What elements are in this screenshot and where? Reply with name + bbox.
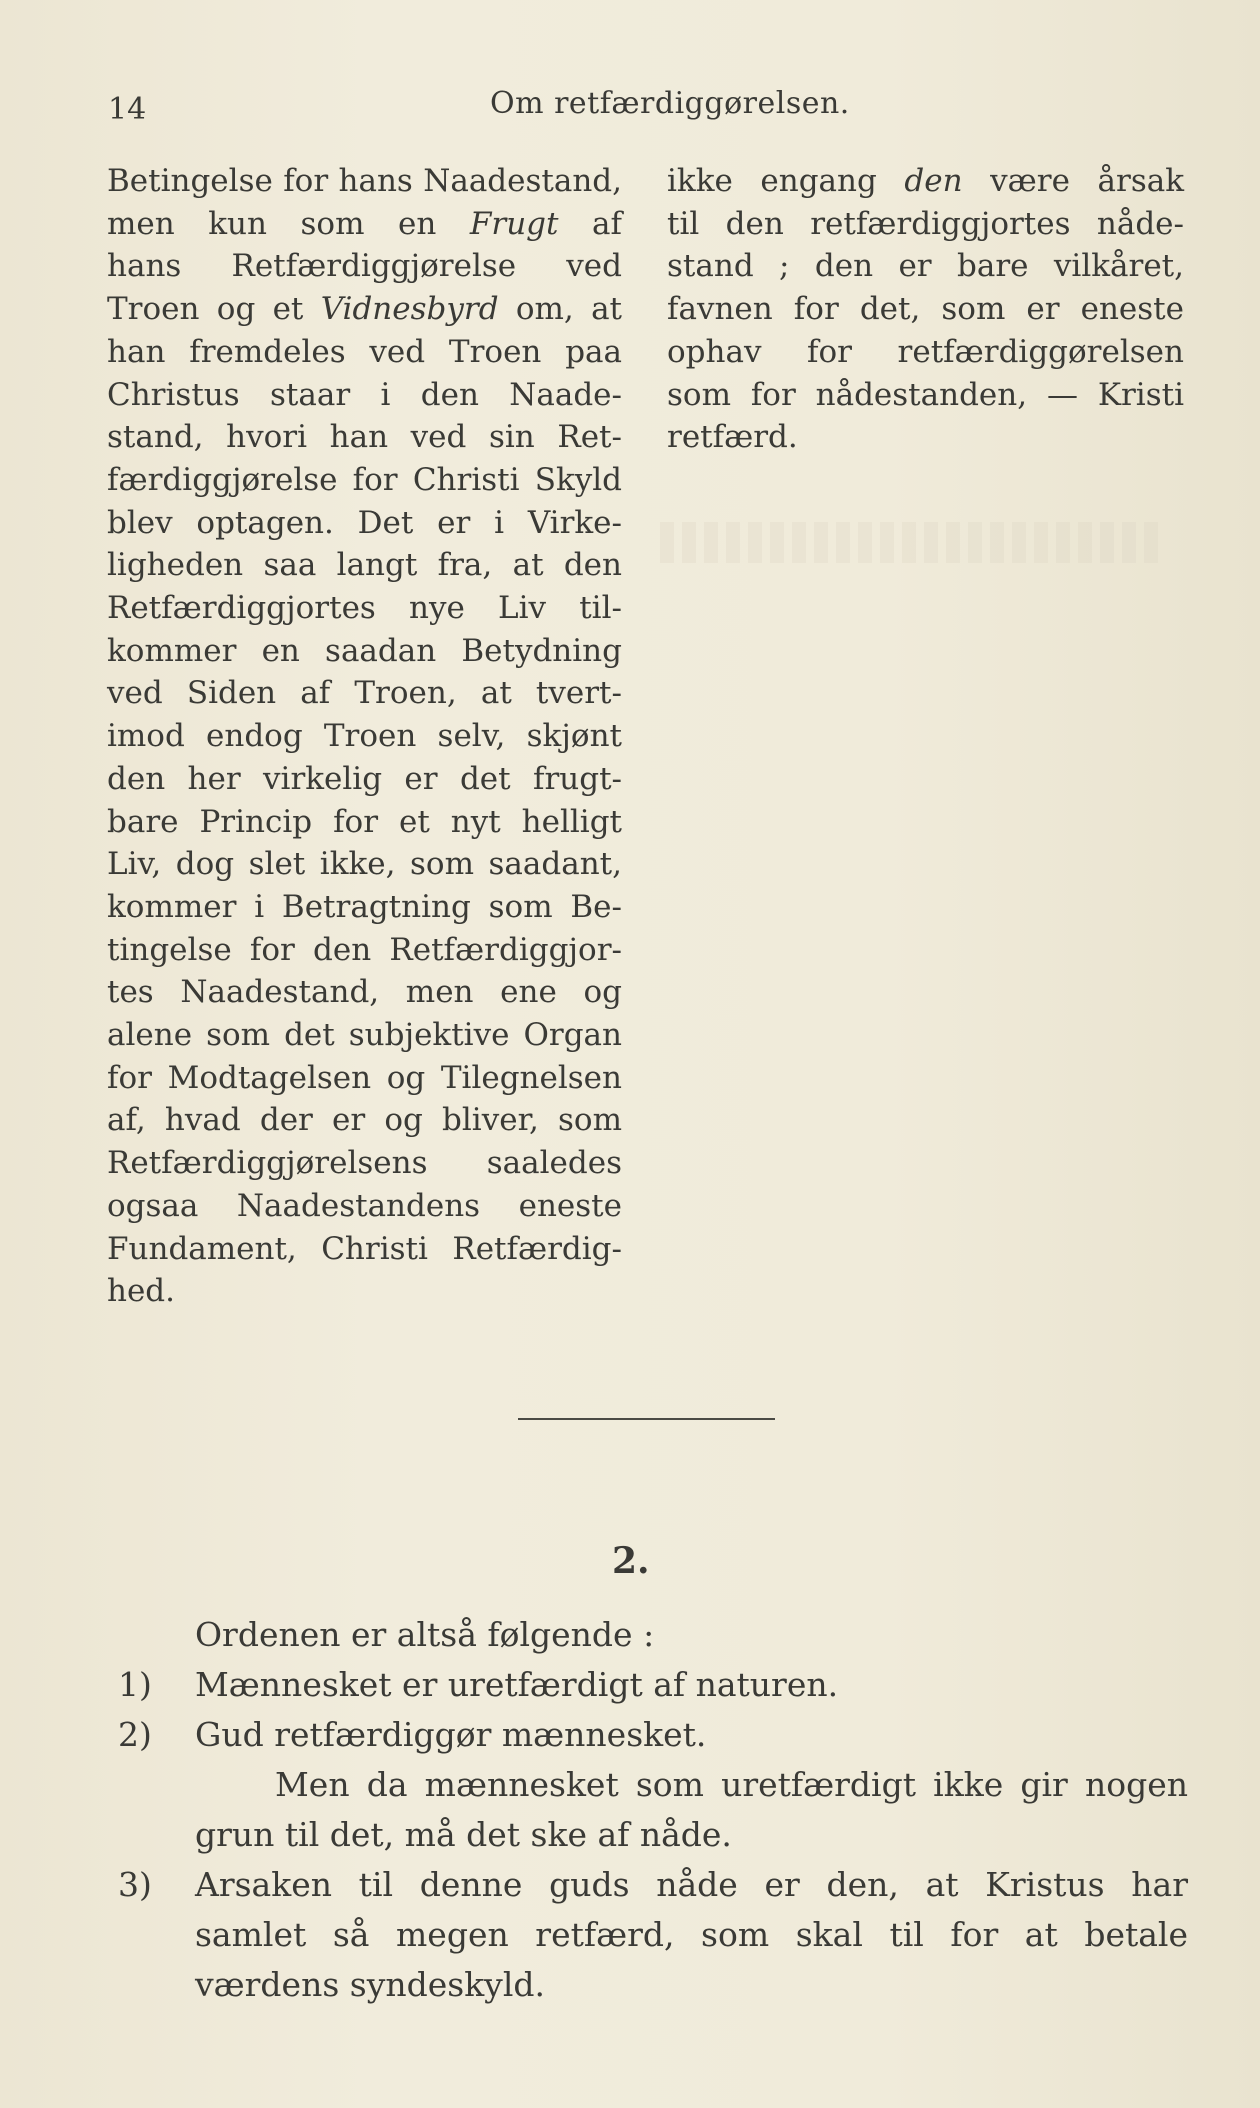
text-line: den her virkelig er det frugt- — [107, 760, 622, 797]
text-line: ogsaa Naadestandens eneste — [107, 1187, 622, 1224]
left-column — [107, 160, 622, 1313]
text-line: men kun som en Frugt af — [107, 205, 623, 242]
text-line: stand ; den er bare vilkåret, — [667, 248, 1184, 285]
paragraph-line: Men da mænnesket som uretfærdigt ikke gir nogen — [275, 1765, 1188, 1804]
text-line: ved Siden af Troen, at tvert- — [107, 675, 622, 712]
section-number: 2. — [612, 1540, 650, 1582]
text-line: ikke engang den være årsak — [667, 163, 1185, 199]
list-item-number: 3) — [118, 1865, 152, 1904]
text-line: Liv, dog slet ikke, som saadant, — [107, 846, 622, 883]
list-item-text: Mænnesket er uretfærdigt af naturen. — [195, 1665, 839, 1704]
text-line: kommer i Betragtning som Be- — [107, 888, 622, 925]
running-title: Om retfærdiggørelsen. — [490, 86, 850, 121]
text-line: tingelse for den Retfærdiggjor- — [107, 931, 622, 968]
text-line: hans Retfærdiggjørelse ved — [107, 248, 622, 285]
list-item-number: 2) — [118, 1715, 152, 1754]
text-line: retfærd. — [667, 419, 798, 456]
emphasized-word: Frugt — [469, 205, 559, 242]
text-line: færdiggjørelse for Christi Skyld — [107, 461, 622, 498]
text-line: som for nådestanden, — Kristi — [667, 376, 1184, 413]
text-line: for Modtagelsen og Tilegnelsen — [107, 1059, 622, 1096]
text-line: stand, hvori han ved sin Ret- — [107, 419, 622, 456]
text-line: ophav for retfærdiggørelsen — [667, 333, 1184, 370]
list-item-number: 1) — [118, 1665, 152, 1704]
text-line: Troen og et Vidnesbyrd om, at — [107, 291, 623, 328]
emphasized-word: den — [904, 163, 963, 199]
text-line: til den retfærdiggjortes nåde- — [667, 205, 1184, 242]
emphasized-word: Vidnesbyrd — [320, 291, 499, 328]
text-line: blev optagen. Det er i Virke- — [107, 504, 622, 541]
paragraph-line: grun til det, må det ske af nåde. — [195, 1815, 732, 1854]
list-item-text: Arsaken til denne guds nåde er den, at Kristus har — [195, 1865, 1188, 1904]
text-line: kommer en saadan Betydning — [107, 632, 622, 669]
text-line: ligheden saa langt fra, at den — [107, 547, 622, 584]
text-line: Christus staar i den Naade- — [107, 376, 622, 413]
text-line: Retfærdiggjortes nye Liv til- — [107, 590, 622, 627]
page-number: 14 — [108, 92, 147, 127]
text-line: Fundament, Christi Retfærdig- — [107, 1230, 622, 1267]
text-line: af, hvad der er og bliver, som — [107, 1102, 622, 1139]
section-divider — [518, 1418, 775, 1420]
section-intro: Ordenen er altså følgende : — [195, 1615, 655, 1654]
list-item-text: værdens syndeskyld. — [195, 1965, 545, 2004]
text-line: Betingelse for hans Naadestand, — [107, 163, 622, 199]
text-line: Retfærdiggjørelsens saaledes — [107, 1145, 622, 1182]
text-line: alene som det subjektive Organ — [107, 1017, 622, 1054]
text-line: favnen for det, som er eneste — [667, 291, 1184, 328]
text-line: han fremdeles ved Troen paa — [107, 333, 622, 370]
bleed-through-texture — [660, 420, 1180, 1820]
list-item-text: samlet så megen retfærd, som skal til for at betale — [195, 1915, 1188, 1954]
text-line: imod endog Troen selv, skjønt — [107, 718, 622, 755]
text-line: bare Princip for et nyt helligt — [107, 803, 622, 840]
text-line: hed. — [107, 1273, 176, 1310]
list-item-text: Gud retfærdiggør mænnesket. — [195, 1715, 707, 1754]
text-line: tes Naadestand, men ene og — [107, 974, 622, 1011]
right-column — [667, 160, 1184, 459]
